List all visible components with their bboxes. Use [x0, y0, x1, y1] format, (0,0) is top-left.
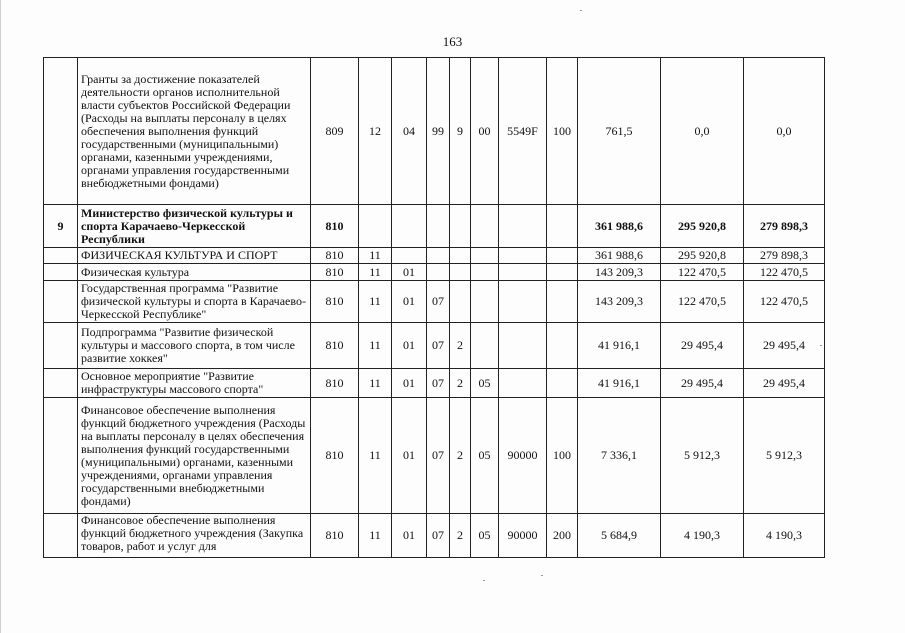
cell-cs4: 90000 [499, 514, 547, 558]
cell-no: 9 [44, 205, 78, 248]
cell-cs1 [427, 264, 450, 281]
cell-pr: 01 [392, 398, 427, 514]
cell-cs4: 90000 [499, 398, 547, 514]
table-row [44, 398, 825, 514]
table-row [44, 369, 825, 398]
cell-vr [547, 205, 578, 248]
cell-pr: 01 [392, 323, 427, 369]
cell-rz: 11 [359, 323, 392, 369]
cell-cs4 [499, 264, 547, 281]
cell-rz: 11 [359, 369, 392, 398]
cell-sum1: 361 988,6 [578, 248, 661, 264]
cell-name: Физическая культура [78, 264, 311, 281]
cell-sum1: 41 916,1 [578, 369, 661, 398]
cell-sum1: 5 684,9 [578, 514, 661, 558]
cell-sum1: 361 988,6 [578, 205, 661, 248]
scan-speck [820, 345, 822, 346]
cell-cs3: 00 [471, 58, 499, 205]
cell-pr: 01 [392, 369, 427, 398]
cell-cs1: 07 [427, 514, 450, 558]
cell-pr [392, 205, 427, 248]
cell-ved: 810 [311, 323, 359, 369]
cell-cs2 [450, 281, 471, 323]
cell-sum2: 29 495,4 [661, 323, 744, 369]
cell-cs4: 5549F [499, 58, 547, 205]
cell-cs4 [499, 323, 547, 369]
cell-cs2 [450, 264, 471, 281]
cell-cs1: 99 [427, 58, 450, 205]
cell-cs2 [450, 205, 471, 248]
cell-cs2: 2 [450, 514, 471, 558]
cell-cs1 [427, 248, 450, 264]
table-row [44, 514, 825, 558]
cell-sum2: 295 920,8 [661, 205, 744, 248]
table-row [44, 281, 825, 323]
cell-rz: 11 [359, 398, 392, 514]
cell-cs3: 05 [471, 514, 499, 558]
cell-no [44, 514, 78, 558]
cell-vr [547, 323, 578, 369]
cell-name: Министерство физической культуры и спорта Карачаево-Черкесской Республики [78, 205, 311, 248]
cell-cs2: 2 [450, 398, 471, 514]
cell-sum1: 761,5 [578, 58, 661, 205]
cell-ved: 810 [311, 514, 359, 558]
cell-pr: 01 [392, 281, 427, 323]
cell-cs4 [499, 281, 547, 323]
scan-speck [541, 575, 543, 576]
cell-rz: 12 [359, 58, 392, 205]
cell-rz [359, 205, 392, 248]
cell-cs3: 05 [471, 398, 499, 514]
cell-sum3: 29 495,4 [744, 323, 825, 369]
cell-sum3: 279 898,3 [744, 248, 825, 264]
cell-cs3 [471, 248, 499, 264]
scan-speck [580, 10, 582, 11]
cell-rz: 11 [359, 281, 392, 323]
cell-pr: 01 [392, 264, 427, 281]
page-number: 163 [442, 34, 463, 49]
cell-vr: 100 [547, 58, 578, 205]
cell-cs3 [471, 205, 499, 248]
cell-pr: 01 [392, 514, 427, 558]
cell-no [44, 281, 78, 323]
cell-name: ФИЗИЧЕСКАЯ КУЛЬТУРА И СПОРТ [78, 248, 311, 264]
cell-name: Подпрограмма "Развитие физической культуры и массового спорта, в том числе развитие хоккея" [78, 323, 311, 369]
cell-rz: 11 [359, 514, 392, 558]
cell-pr: 04 [392, 58, 427, 205]
table-row [44, 58, 825, 205]
cell-sum1: 143 209,3 [578, 264, 661, 281]
cell-vr: 100 [547, 398, 578, 514]
cell-ved: 810 [311, 264, 359, 281]
cell-sum2: 29 495,4 [661, 369, 744, 398]
cell-cs2: 2 [450, 369, 471, 398]
cell-cs3: 05 [471, 369, 499, 398]
cell-cs4 [499, 248, 547, 264]
cell-cs2: 2 [450, 323, 471, 369]
cell-cs1: 07 [427, 369, 450, 398]
cell-sum2: 122 470,5 [661, 281, 744, 323]
cell-no [44, 369, 78, 398]
scan-speck [483, 580, 485, 581]
cell-sum1: 143 209,3 [578, 281, 661, 323]
table-body [44, 58, 825, 558]
table-row [44, 323, 825, 369]
cell-sum3: 122 470,5 [744, 264, 825, 281]
table-row [44, 264, 825, 281]
cell-name: Финансовое обеспечение выполнения функций бюджетного учреждения (Закупка товаров, работ и услуг для [78, 514, 311, 558]
cell-ved: 810 [311, 369, 359, 398]
cell-vr: 200 [547, 514, 578, 558]
cell-sum3: 122 470,5 [744, 281, 825, 323]
cell-sum1: 7 336,1 [578, 398, 661, 514]
cell-sum2: 5 912,3 [661, 398, 744, 514]
cell-cs3 [471, 281, 499, 323]
cell-cs4 [499, 205, 547, 248]
cell-ved: 810 [311, 205, 359, 248]
cell-no [44, 323, 78, 369]
cell-ved: 810 [311, 398, 359, 514]
cell-sum3: 279 898,3 [744, 205, 825, 248]
cell-cs2 [450, 248, 471, 264]
cell-vr [547, 248, 578, 264]
cell-vr [547, 264, 578, 281]
cell-sum2: 122 470,5 [661, 264, 744, 281]
cell-ved: 809 [311, 58, 359, 205]
cell-cs1 [427, 205, 450, 248]
cell-rz: 11 [359, 248, 392, 264]
cell-sum3: 5 912,3 [744, 398, 825, 514]
cell-cs1: 07 [427, 281, 450, 323]
cell-cs1: 07 [427, 398, 450, 514]
cell-sum2: 295 920,8 [661, 248, 744, 264]
cell-cs3 [471, 323, 499, 369]
cell-vr [547, 369, 578, 398]
cell-sum3: 29 495,4 [744, 369, 825, 398]
cell-no [44, 398, 78, 514]
cell-name: Основное мероприятие "Развитие инфраструктуры массового спорта" [78, 369, 311, 398]
table-row [44, 205, 825, 248]
budget-table [43, 57, 825, 558]
cell-rz: 11 [359, 264, 392, 281]
cell-no [44, 248, 78, 264]
cell-ved: 810 [311, 281, 359, 323]
cell-name: Финансовое обеспечение выполнения функций бюджетного учреждения (Расходы на выплаты персоналу в целях обеспечения выполнения функций государственными (муниципальными) органами, казенными учреждениями, органами управления государственными внебюджетными фондами) [78, 398, 311, 514]
cell-sum1: 41 916,1 [578, 323, 661, 369]
cell-sum3: 4 190,3 [744, 514, 825, 558]
cell-ved: 810 [311, 248, 359, 264]
cell-vr [547, 281, 578, 323]
cell-cs4 [499, 369, 547, 398]
cell-cs3 [471, 264, 499, 281]
cell-name: Государственная программа "Развитие физической культуры и спорта в Карачаево-Черкесской Республике" [78, 281, 311, 323]
cell-no [44, 264, 78, 281]
cell-pr [392, 248, 427, 264]
cell-sum2: 4 190,3 [661, 514, 744, 558]
cell-sum3: 0,0 [744, 58, 825, 205]
cell-cs1: 07 [427, 323, 450, 369]
cell-sum2: 0,0 [661, 58, 744, 205]
scan-edge [0, 0, 1, 633]
cell-cs2: 9 [450, 58, 471, 205]
cell-no [44, 58, 78, 205]
cell-name: Гранты за достижение показателей деятельности органов исполнительной власти субъектов Российской Федерации (Расходы на выплаты персоналу в целях обеспечения выполнения функций государственными (муниципальными) органами, казенными учреждениями, органами управления государственными внебюджетными фондами) [78, 58, 311, 205]
table-row [44, 248, 825, 264]
